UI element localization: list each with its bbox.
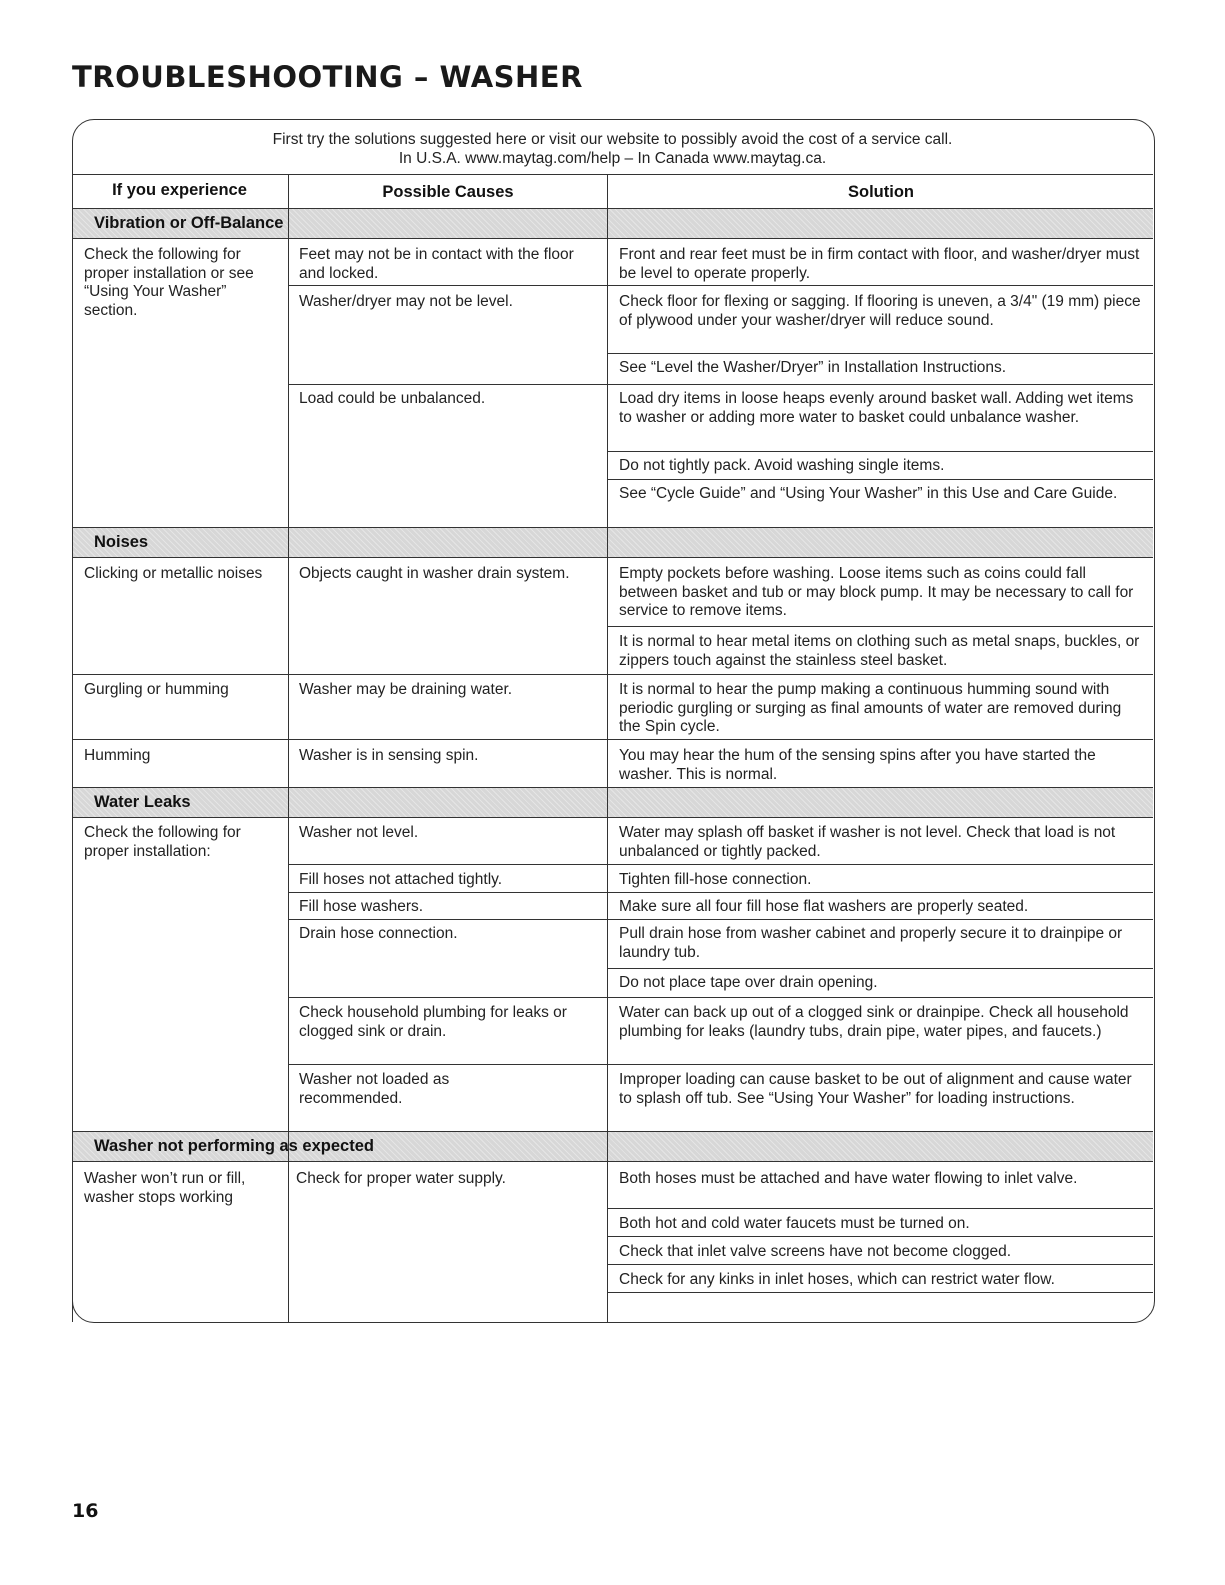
page-number: 16	[72, 1500, 99, 1522]
solution-cell: You may hear the hum of the sensing spins after you have started the washer. This is normal.	[619, 747, 1096, 783]
experience-cell: Washer won’t run or fill, washer stops working	[84, 1170, 246, 1206]
solution-cell: Check that inlet valve screens have not become clogged.	[619, 1243, 1012, 1260]
column-divider-left	[72, 174, 73, 1322]
row-divider	[607, 968, 1153, 969]
header-experience: If you experience	[112, 181, 247, 199]
troubleshooting-table	[72, 174, 1153, 1322]
cause-cell: Washer not loaded as recommended.	[299, 1071, 450, 1107]
solution-cell: Both hot and cold water faucets must be turned on.	[619, 1215, 970, 1232]
row-divider	[607, 1236, 1153, 1237]
cause-cell: Check household plumbing for leaks or clogged sink or drain.	[299, 1004, 567, 1040]
row-divider	[288, 997, 1153, 998]
section-title: Noises	[94, 533, 149, 551]
experience-cell: Gurgling or humming	[84, 681, 229, 698]
solution-cell: Both hoses must be attached and have water flowing to inlet valve.	[619, 1170, 1078, 1187]
row-divider	[72, 787, 1153, 788]
solution-cell: Do not place tape over drain opening.	[619, 974, 878, 991]
section-band-noises	[72, 527, 1153, 557]
cause-cell: Washer not level.	[299, 824, 419, 841]
row-divider	[607, 479, 1153, 480]
solution-cell: Check floor for flexing or sagging. If flooring is uneven, a 3/4" (19 mm) piece of plywood under your washer/dryer will reduce sound.	[619, 293, 1141, 329]
header-solution: Solution	[848, 183, 914, 201]
cause-cell: Load could be unbalanced.	[299, 390, 486, 407]
solution-cell: See “Level the Washer/Dryer” in Installation Instructions.	[619, 359, 1007, 376]
cause-cell: Feet may not be in contact with the floor and locked.	[299, 246, 574, 282]
row-divider	[288, 919, 1153, 920]
row-divider	[288, 384, 1153, 385]
experience-cell: Check the following for proper installation or see “Using Your Washer” section.	[84, 246, 254, 319]
row-divider	[288, 285, 1153, 286]
solution-cell: Water can back up out of a clogged sink or drainpipe. Check all household plumbing for leaks (laundry tubs, drain pipe, water pipes, and faucets.)	[619, 1004, 1129, 1040]
table-top-border	[72, 174, 1153, 175]
solution-cell: Make sure all four fill hose flat washers are properly seated.	[619, 898, 1029, 915]
solution-cell: Tighten fill-hose connection.	[619, 871, 812, 888]
row-divider	[72, 1131, 1153, 1132]
solution-cell: Do not tightly pack. Avoid washing single items.	[619, 457, 945, 474]
cause-cell: Washer/dryer may not be level.	[299, 293, 513, 310]
cause-cell: Fill hoses not attached tightly.	[299, 871, 503, 888]
section-title: Water Leaks	[94, 793, 191, 811]
row-divider	[72, 208, 1153, 209]
row-divider	[607, 451, 1153, 452]
solution-cell: Pull drain hose from washer cabinet and properly secure it to drainpipe or laundry tub.	[619, 925, 1123, 961]
solution-cell: Water may splash off basket if washer is not level. Check that load is not unbalanced or tightly packed.	[619, 824, 1116, 860]
cause-cell: Check for proper water supply.	[296, 1170, 506, 1187]
page-title: TROUBLESHOOTING – WASHER	[72, 60, 583, 94]
cause-cell: Drain hose connection.	[299, 925, 458, 942]
row-divider	[72, 238, 1153, 239]
solution-cell: Empty pockets before washing. Loose items such as coins could fall between basket and tub or may block pump. It may be necessary to call for service to remove items.	[619, 565, 1134, 619]
cause-cell: Washer may be draining water.	[299, 681, 513, 698]
column-divider-2	[607, 174, 608, 1322]
experience-cell: Humming	[84, 747, 151, 764]
row-divider	[72, 1161, 1153, 1162]
row-divider	[288, 892, 1153, 893]
section-band-water-leaks	[72, 787, 1153, 817]
section-title: Vibration or Off-Balance	[94, 214, 284, 232]
row-divider	[288, 1064, 1153, 1065]
cause-cell: Fill hose washers.	[299, 898, 424, 915]
row-divider	[607, 626, 1153, 627]
section-title: Washer not performing as expected	[94, 1137, 374, 1155]
row-divider	[72, 557, 1153, 558]
solution-cell: Check for any kinks in inlet hoses, which can restrict water flow.	[619, 1271, 1055, 1288]
header-causes: Possible Causes	[382, 183, 514, 201]
solution-cell: Front and rear feet must be in firm contact with floor, and washer/dryer must be level to operate properly.	[619, 246, 1140, 282]
row-divider	[607, 1264, 1153, 1265]
experience-cell: Check the following for proper installation:	[84, 824, 241, 860]
row-divider	[607, 1292, 1153, 1293]
row-divider	[288, 864, 1153, 865]
intro-line-1: First try the solutions suggested here or visit our website to possibly avoid the cost of a service call.	[272, 131, 953, 148]
row-divider	[72, 527, 1153, 528]
row-divider	[72, 817, 1153, 818]
intro-line-2: In U.S.A. www.maytag.com/help – In Canada www.maytag.ca.	[398, 150, 827, 167]
row-divider	[72, 674, 1153, 675]
column-divider-1	[288, 174, 289, 1322]
row-divider	[607, 353, 1153, 354]
solution-cell: Improper loading can cause basket to be out of alignment and cause water to splash off tub. See “Using Your Washer” for loading instructions.	[619, 1071, 1132, 1107]
solution-cell: Load dry items in loose heaps evenly around basket wall. Adding wet items to washer or adding more water to basket could unbalance washer.	[619, 390, 1134, 426]
section-band-vibration	[72, 208, 1153, 238]
solution-cell: See “Cycle Guide” and “Using Your Washer” in this Use and Care Guide.	[619, 485, 1118, 502]
solution-cell: It is normal to hear metal items on clothing such as metal snaps, buckles, or zippers touch against the stainless steel basket.	[619, 633, 1140, 669]
row-divider	[607, 1208, 1153, 1209]
row-divider	[72, 739, 1153, 740]
cause-cell: Washer is in sensing spin.	[299, 747, 479, 764]
experience-cell: Clicking or metallic noises	[84, 565, 263, 582]
solution-cell: It is normal to hear the pump making a continuous humming sound with periodic gurgling or surging as final amounts of water are removed during the Spin cycle.	[619, 681, 1122, 735]
section-band-not-performing	[72, 1131, 1153, 1161]
intro-text	[72, 130, 1153, 168]
cause-cell: Objects caught in washer drain system.	[299, 565, 570, 582]
